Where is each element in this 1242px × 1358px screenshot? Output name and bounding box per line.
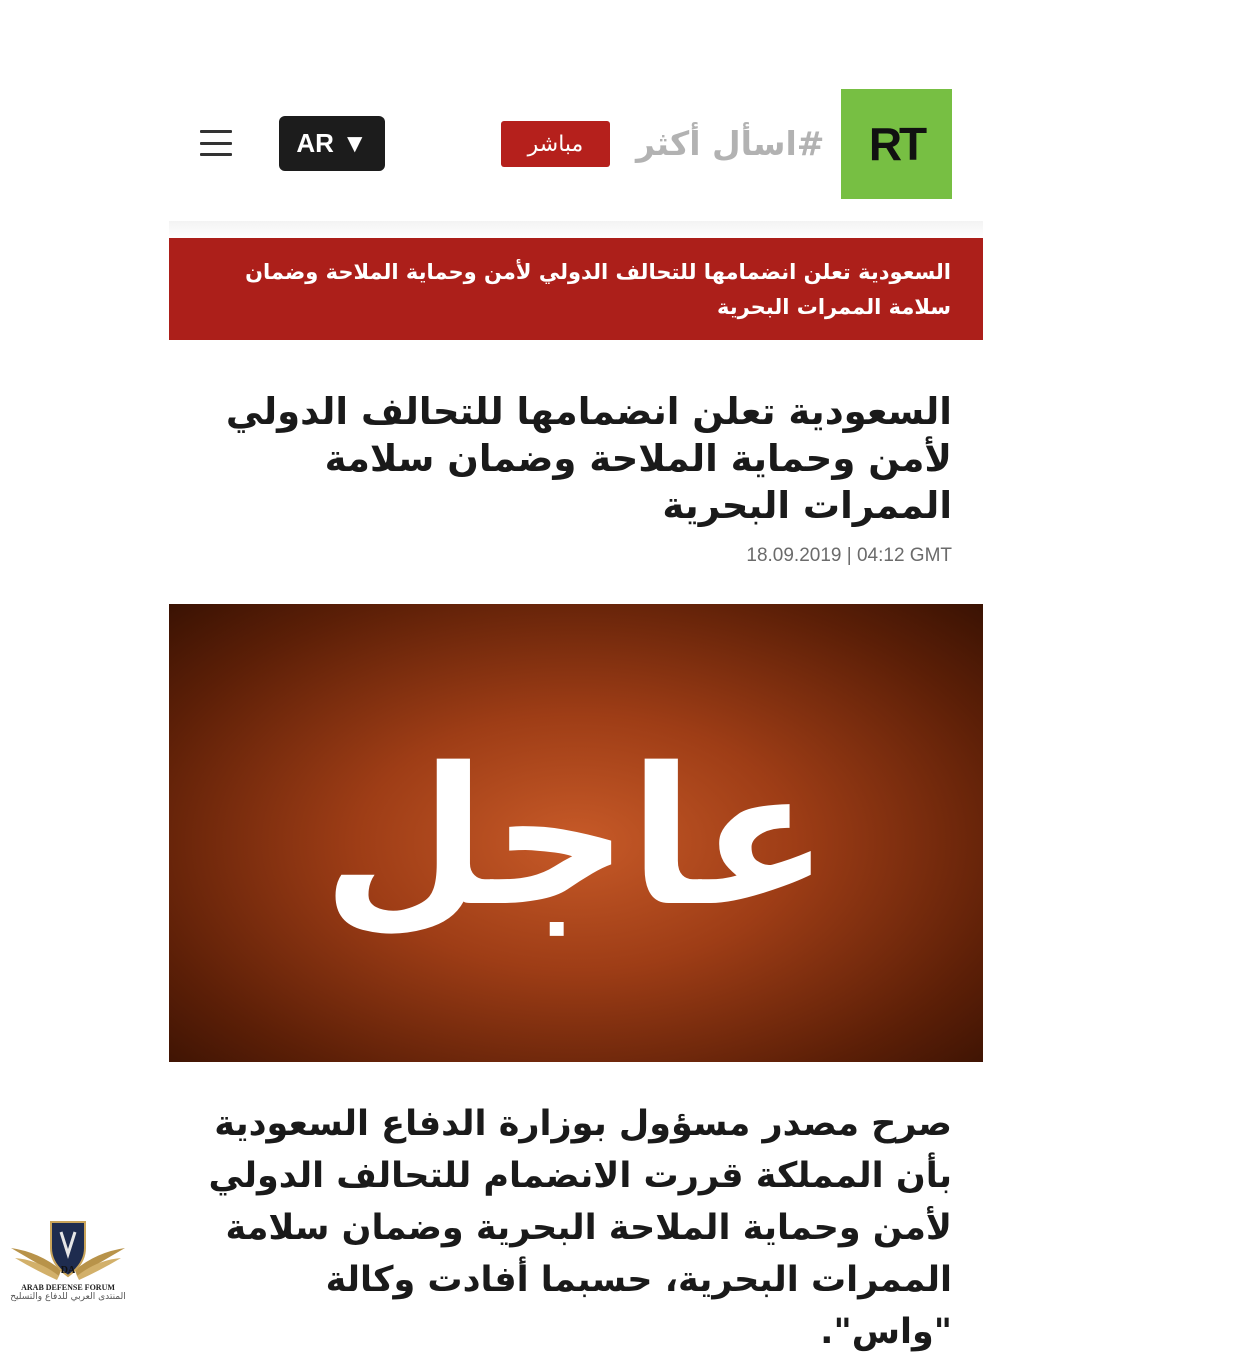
live-button[interactable]: مباشر [501,121,610,167]
language-selector-button[interactable] [279,116,385,171]
menu-icon-bar [200,142,232,145]
watermark-name-ar: المنتدى العربي للدفاع والتسليح [10,1292,126,1302]
article-body: صرح مصدر مسؤول بوزارة الدفاع السعودية بأن المملكة قررت الانضمام للتحالف الدولي لأمن وحماية الملاحة البحرية وضمان سلامة الممرات البحرية، حسبما أفادت وكالة "واس". [208,1104,952,1352]
image-caption: عاجل [322,727,830,948]
logo-text: RT [868,118,925,170]
menu-icon[interactable] [200,130,232,156]
chevron-down-icon: ▼ [341,128,368,158]
breaking-news-image [169,604,983,1062]
header-divider [169,221,983,239]
watermark-monogram: DA [60,1265,76,1276]
breaking-news-banner[interactable]: السعودية تعلن انضمامها للتحالف الدولي لأمن وحماية الملاحة وضمان سلامة الممرات البحرية [169,238,983,340]
watermark-name-en: ARAB DEFENSE FORUM [21,1283,115,1292]
article-headline: السعودية تعلن انضمامها للتحالف الدولي لأمن وحماية الملاحة وضمان سلامة الممرات البحرية [225,390,952,527]
slogan[interactable]: #اسأل أكثر [636,123,825,163]
language-label: AR [296,128,334,158]
forum-emblem-icon [9,1218,127,1282]
article-date: 18.09.2019 | 04:12 GMT [746,545,952,566]
forum-watermark [6,1218,130,1314]
menu-icon-bar [200,130,232,133]
menu-icon-bar [200,153,232,156]
rt-logo[interactable] [841,89,952,199]
